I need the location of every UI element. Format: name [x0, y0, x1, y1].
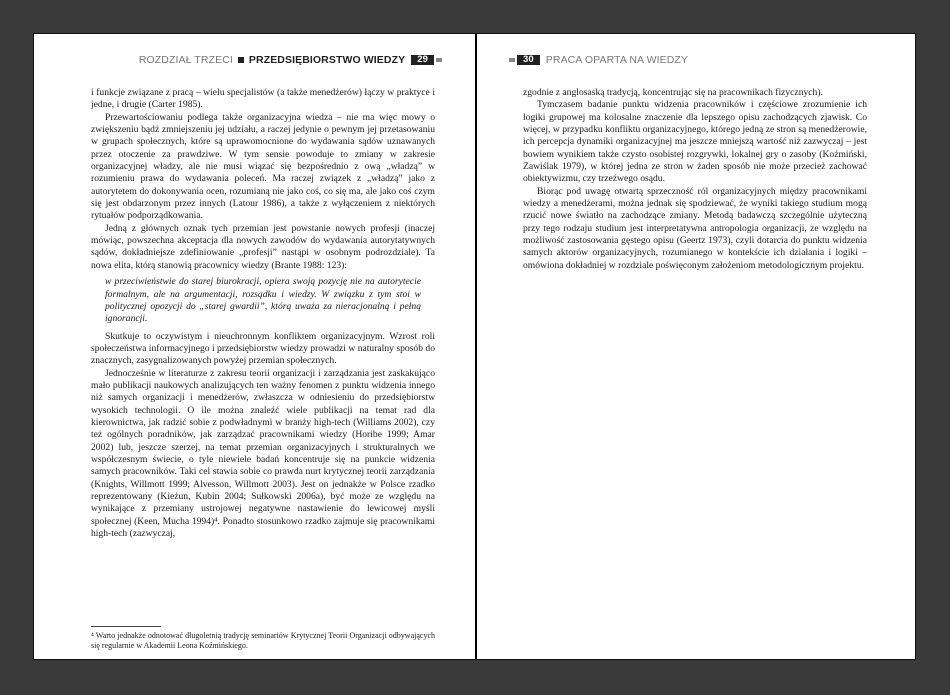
paragraph: Biorąc pod uwagę otwartą sprzeczność ról organizacyjnych między pracownikami wiedzy a menedżerami, można jednak się spodziewać, że wyniki takiego studium mogą rzucić nowe światło na zachodzące zmiany. Metodą badawczą szczególnie użyteczną przy tego rodzaju studium jest interpretatywna antropologia organizacji, ze względu na możliwość zastosowania gęstego opisu (Geertz 1973), czyli dotarcia do punktu widzenia samych aktorów organizacyjnych, rozumianego w kontekście ich działania i logiki – omówiona dokładniej w rozdziale poświęconym założeniom metodologicznym projektu.	[523, 185, 867, 271]
header-chapter: ROZDZIAŁ TRZECI	[138, 54, 233, 66]
paragraph: i funkcje związane z pracą – wielu specjalistów (a także menedżerów) łączy w praktyce i jedne, i drugie (Carter 1985).	[91, 87, 435, 111]
left-body-text	[91, 87, 435, 540]
header-title: PRACA OPARTA NA WIEDZY	[545, 54, 689, 66]
paragraph: Skutkuje to oczywistym i nieuchronnym konfliktem organizacyjnym. Wzrost roli społeczeństwa informacyjnego i przedsiębiorstw wiedzy prowadzi w naturalny sposób do znacznych, zasygnalizowanych powyżej przemian społecznych.	[91, 330, 435, 367]
paragraph: Tymczasem badanie punktu widzenia pracowników i częściowe zrozumienie ich logiki grupowej ma kolosalne znaczenie dla lepszego opisu zachodzących zjawisk. Co więcej, w przypadku konfliktu organizacyjnego, którego jedną ze stron są menedżerowie, ich percepcja dynamiki organizacyjnej ma jeszcze mniejszą wartość niż zazwyczaj – jest bowiem wynikiem także czysto osobistej rozgrywki, lokalnej gry o zasoby (Koźmiński, Zawiślak 1979), w której jedna ze stron w żaden sposób nie może przecież zachować obiektywizmu, czy trzeźwego osądu.	[523, 99, 867, 185]
page-number-right: 30	[517, 55, 540, 65]
right-running-header	[517, 54, 688, 66]
paragraph: Jedną z głównych oznak tych przemian jest powstanie nowych profesji (inaczej mówiąc, powszechna akceptacja dla nowych zawodów do wydawania autorytatywnych sądów, dokładniejsze zdefiniowanie „profesji” nastąpi w osobnym podrozdziale). Ta nowa elita, którą stanowią pracownicy wiedzy (Brante 1988: 123):	[91, 222, 435, 271]
right-page	[477, 34, 917, 659]
paragraph: Jednocześnie w literaturze z zakresu teorii organizacji i zarządzania jest zaskakująco mało publikacji naukowych analizujących ten ważny fenomen z punktu widzenia innego niż samych organizacji i menedżerów, zwłaszcza w odniesieniu do przedsiębiorstw wysokich technologii. O ile można znaleźć wiele publikacji na temat rad dla kierownictwa, jak radzić sobie z podwładnymi w branży high-tech (Williams 2002), czy też ogólnych poradników, jak zarządzać pracownikami wiedzy (Horibe 1999; Amar 2002) lub, jeszcze szerzej, na temat przemian organizacyjnych i strukturalnych we współczesnym świecie, o tyle niewiele badań koncentruje się na punkcie widzenia samych pracowników. Taki cel stawia sobie co prawda nurt krytycznej teorii zarządzania (Knights, Willmott 1999; Alvesson, Willmott 2003). Jest on jednakże w Polsce rzadko reprezentowany (Kieżun, Kubin 2004; Sułkowski 2006a), być może ze względu na wynikające z przemiany ustrojowej negatywne nastawienie do lewicowej myśli społecznej (Keen, Mucha 1994)⁴. Ponadto stosunkowo rzadko zajmuje się pracownikami high-tech (zazwyczaj,	[91, 367, 435, 540]
footnote-rule	[91, 626, 161, 627]
left-page	[34, 34, 475, 659]
paragraph: Przewartościowaniu podlega także organizacyjna wiedza – nie ma więc mowy o zwiększeniu bądź zmniejszeniu jej udziału, a raczej jedynie o pewnym jej przetasowaniu w grupach społecznych, które są uprawomocnione do wydawania sądów uznawanych przez otoczenie za prawdziwe. W tym sensie powoduje to zmiany w zakresie organizacyjnej władzy, ale nie musi wiązać się bezpośrednio z ową „władzą” w rozumieniu prawa do wydawania poleceń. Ma raczej związek z „władzą” jako z autorytetem do dokonywania ocen, rozumianą nie jako coś, co się ma, ale jako coś czym się jest obdarzonym przez innych (Latour 1986), a także z wyłączeniem z niektórych rytuałów podporządkowania.	[91, 111, 435, 222]
page-number-left: 29	[411, 55, 434, 65]
paragraph: zgodnie z anglosaską tradycją, koncentrując się na pracownikach fizycznych).	[523, 87, 823, 98]
left-running-header	[139, 54, 434, 66]
book-spread	[33, 33, 916, 660]
right-body-text	[523, 87, 867, 272]
block-quote: w przeciwieństwie do starej biurokracji, opiera swoją pozycję nie na autorytecie formalnym, ale na argumentacji, rozsądku i wiedzy. W związku z tym stoi w politycznej opozycji do „starej gwardii”, którą uważa za nieracjonalną i pełną ignorancji.	[105, 276, 421, 325]
footnote: ⁴ Warto jednakże odnotować długoletnią tradycję seminariów Krytycznej Teorii Organizacji odbywających się regularnie w Akademii Leona Koźmińskiego.	[91, 631, 435, 650]
header-title: PRZEDSIĘBIORSTWO WIEDZY	[248, 54, 406, 66]
header-square-separator	[238, 57, 244, 63]
